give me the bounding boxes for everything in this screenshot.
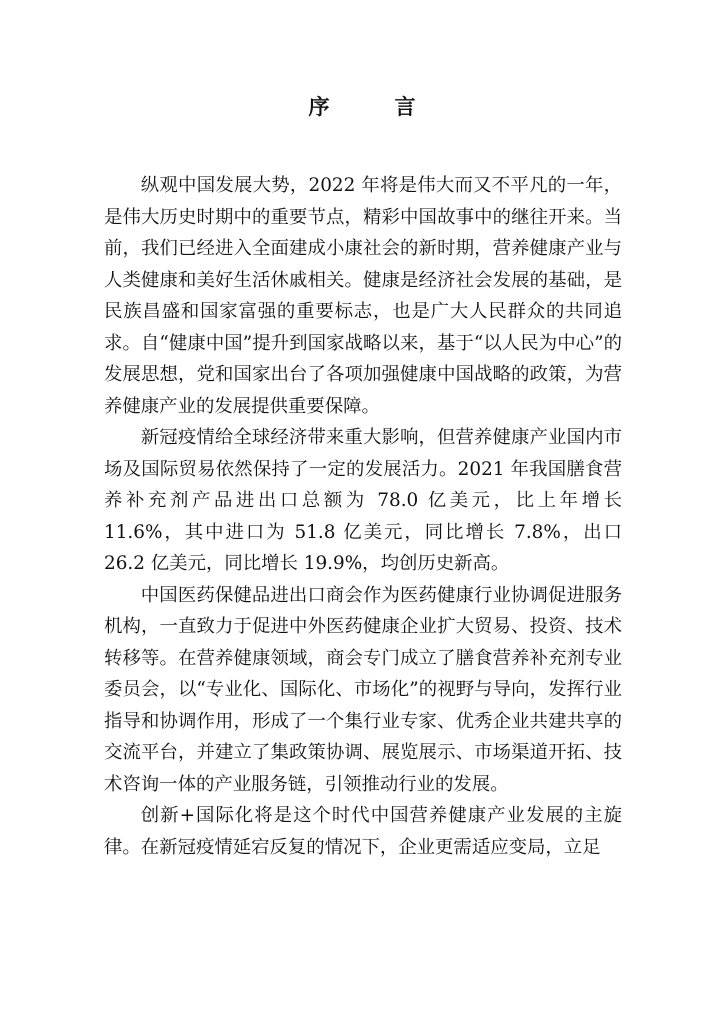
paragraph-1: 纵观中国发展大势，2022 年将是伟大而又不平凡的一年，是伟大历史时期中的重要节点，精彩中国故事中的继往开来。当前，我们已经进入全面建成小康社会的新时期，营养健康产业与人类健康和美好生活休戚相关。健康是经济社会发展的基础，是民族昌盛和国家富强的重要标志，也是广大人民群众的共同追求。自“健康中国”提升到国家战略以来，基于“以人民为中心”的发展思想，党和国家出台了各项加强健康中国战略的政策，为营养健康产业的发展提供重要保障。 [104,175,622,417]
document-body [104,170,622,863]
paragraph-4: 创新+国际化将是这个时代中国营养健康产业发展的主旋律。在新冠疫情延宕反复的情况下，企业更需适应变局，立足 [104,805,622,858]
page-title: 序 言 [308,94,438,119]
paragraph-2: 新冠疫情给全球经济带来重大影响，但营养健康产业国内市场及国际贸易依然保持了一定的发展活力。2021 年我国膳食营养补充剂产品进出口总额为 78.0 亿美元，比上年增长 11.6%，其中进口为 51.8 亿美元，同比增长 7.8%，出口 26.2 亿美元，同比增长 19.9%，均创历史新高。 [104,427,622,574]
paragraph-3: 中国医药保健品进出口商会作为医药健康行业协调促进服务机构，一直致力于促进中外医药健康企业扩大贸易、投资、技术转移等。在营养健康领域，商会专门成立了膳食营养补充剂专业委员会，以“专业化、国际化、市场化”的视野与导向，发挥行业指导和协调作用，形成了一个集行业专家、优秀企业共建共享的交流平台，并建立了集政策协调、展览展示、市场渠道开拓、技术咨询一体的产业服务链，引领推动行业的发展。 [104,584,622,795]
